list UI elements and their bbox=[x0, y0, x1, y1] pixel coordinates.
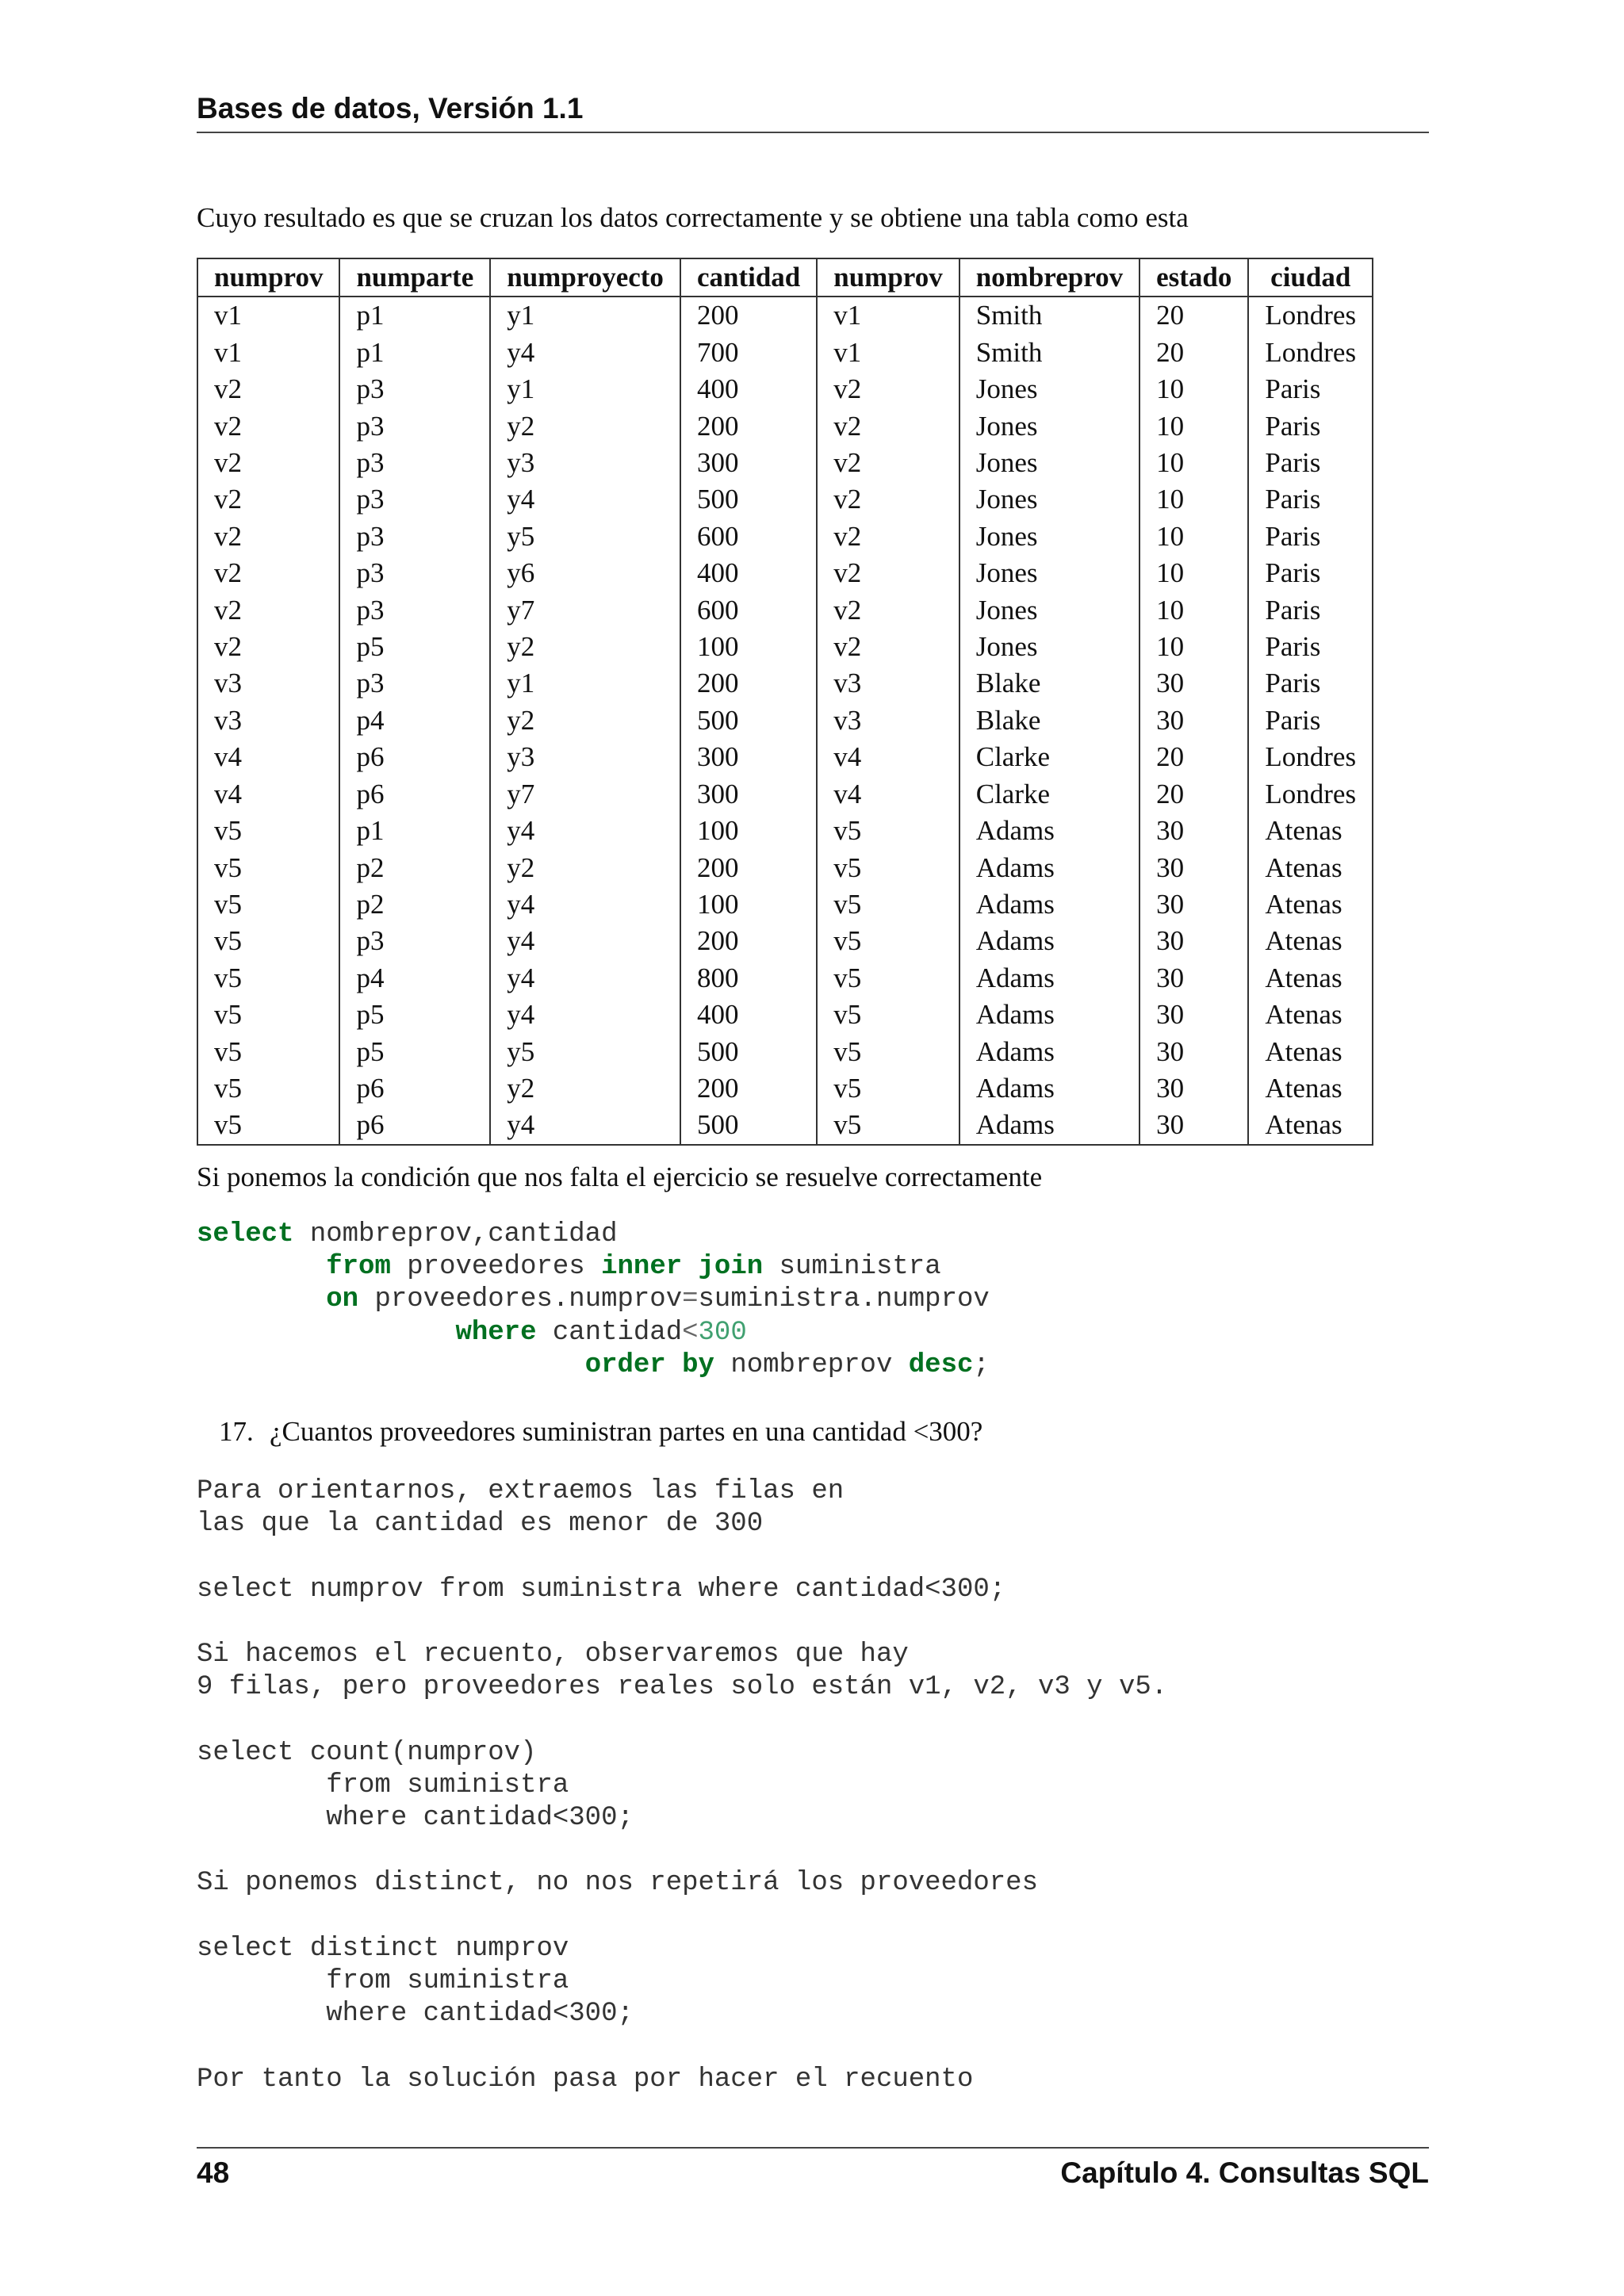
table-cell: 30 bbox=[1139, 702, 1248, 739]
table-cell: v2 bbox=[817, 555, 959, 591]
table-cell: y4 bbox=[490, 813, 680, 849]
table-cell: 800 bbox=[680, 960, 817, 997]
table-cell: Smith bbox=[959, 335, 1139, 371]
table-cell: p3 bbox=[339, 445, 490, 481]
column-header: estado bbox=[1139, 258, 1248, 297]
table-cell: Paris bbox=[1248, 555, 1373, 591]
table-cell: 20 bbox=[1139, 297, 1248, 334]
sql-code-block bbox=[197, 1219, 990, 1382]
table-cell: y4 bbox=[490, 886, 680, 923]
table-cell: 10 bbox=[1139, 592, 1248, 629]
table-cell: v2 bbox=[197, 481, 339, 518]
table-cell: p6 bbox=[339, 1107, 490, 1144]
table-cell: 10 bbox=[1139, 445, 1248, 481]
table-cell: 30 bbox=[1139, 886, 1248, 923]
table-cell: 600 bbox=[680, 592, 817, 629]
table-cell: 10 bbox=[1139, 408, 1248, 445]
table-cell: v5 bbox=[197, 850, 339, 886]
table-cell: 200 bbox=[680, 923, 817, 959]
column-header: numproyecto bbox=[490, 258, 680, 297]
sql-text: proveedores bbox=[390, 1252, 602, 1283]
table-cell: 10 bbox=[1139, 555, 1248, 591]
table-cell: v5 bbox=[197, 1034, 339, 1070]
table-cell: v4 bbox=[817, 776, 959, 813]
table-cell: v3 bbox=[197, 702, 339, 739]
table-cell: Adams bbox=[959, 923, 1139, 959]
table-cell: p4 bbox=[339, 960, 490, 997]
exercise-item-17 bbox=[219, 1416, 982, 1448]
table-cell: Adams bbox=[959, 1107, 1139, 1144]
column-header: nombreprov bbox=[959, 258, 1139, 297]
table-cell: v2 bbox=[817, 481, 959, 518]
table-cell: v5 bbox=[197, 997, 339, 1033]
table-cell: Atenas bbox=[1248, 1034, 1373, 1070]
sql-keyword: on bbox=[326, 1284, 359, 1315]
header-rule bbox=[197, 132, 1429, 133]
table-cell: v1 bbox=[817, 297, 959, 334]
table-cell: p5 bbox=[339, 629, 490, 665]
table-cell: v1 bbox=[197, 297, 339, 334]
table-cell: p2 bbox=[339, 850, 490, 886]
table-cell: Smith bbox=[959, 297, 1139, 334]
table-row bbox=[197, 850, 1373, 886]
table-cell: p4 bbox=[339, 702, 490, 739]
table-cell: y1 bbox=[490, 665, 680, 702]
table-cell: 100 bbox=[680, 629, 817, 665]
table-cell: Londres bbox=[1248, 297, 1373, 334]
table-cell: v2 bbox=[817, 629, 959, 665]
table-row bbox=[197, 519, 1373, 555]
table-cell: 200 bbox=[680, 1070, 817, 1107]
sql-keyword: from bbox=[326, 1252, 391, 1283]
table-cell: p3 bbox=[339, 371, 490, 408]
table-row bbox=[197, 702, 1373, 739]
running-header: Bases de datos, Versión 1.1 bbox=[197, 92, 584, 124]
sql-text: ; bbox=[973, 1349, 990, 1380]
table-cell: v2 bbox=[817, 445, 959, 481]
table-cell: 300 bbox=[680, 776, 817, 813]
table-cell: y7 bbox=[490, 776, 680, 813]
column-header: numparte bbox=[339, 258, 490, 297]
table-row bbox=[197, 665, 1373, 702]
table-cell: 30 bbox=[1139, 923, 1248, 959]
sql-text: cantidad bbox=[536, 1317, 683, 1348]
table-cell: Jones bbox=[959, 629, 1139, 665]
table-cell: y3 bbox=[490, 445, 680, 481]
table-cell: Jones bbox=[959, 555, 1139, 591]
table-cell: Paris bbox=[1248, 408, 1373, 445]
column-header: ciudad bbox=[1248, 258, 1373, 297]
table-cell: v5 bbox=[197, 886, 339, 923]
table-cell: 20 bbox=[1139, 739, 1248, 775]
table-row bbox=[197, 592, 1373, 629]
column-header: cantidad bbox=[680, 258, 817, 297]
table-cell: y5 bbox=[490, 1034, 680, 1070]
table-cell: Atenas bbox=[1248, 1070, 1373, 1107]
table-row bbox=[197, 776, 1373, 813]
table-cell: 500 bbox=[680, 481, 817, 518]
table-cell: Atenas bbox=[1248, 960, 1373, 997]
table-row bbox=[197, 813, 1373, 849]
table-cell: 200 bbox=[680, 297, 817, 334]
sql-keyword: where bbox=[455, 1317, 537, 1348]
table-cell: Paris bbox=[1248, 481, 1373, 518]
table-cell: v5 bbox=[817, 997, 959, 1033]
table-cell: y4 bbox=[490, 481, 680, 518]
table-row bbox=[197, 371, 1373, 408]
table-cell: Adams bbox=[959, 886, 1139, 923]
table-cell: 10 bbox=[1139, 629, 1248, 665]
table-cell: v2 bbox=[197, 592, 339, 629]
table-cell: p3 bbox=[339, 555, 490, 591]
table-cell: y2 bbox=[490, 1070, 680, 1107]
table-cell: v2 bbox=[197, 371, 339, 408]
table-cell: 30 bbox=[1139, 1070, 1248, 1107]
table-cell: Blake bbox=[959, 665, 1139, 702]
table-cell: p1 bbox=[339, 335, 490, 371]
chapter-title: Capítulo 4. Consultas SQL bbox=[1060, 2156, 1429, 2189]
table-cell: Blake bbox=[959, 702, 1139, 739]
table-cell: v1 bbox=[197, 335, 339, 371]
table-cell: v3 bbox=[817, 665, 959, 702]
table-row bbox=[197, 297, 1373, 334]
table-cell: Jones bbox=[959, 371, 1139, 408]
table-cell: y4 bbox=[490, 960, 680, 997]
table-row bbox=[197, 886, 1373, 923]
table-row bbox=[197, 629, 1373, 665]
table-cell: v1 bbox=[817, 335, 959, 371]
table-cell: y5 bbox=[490, 519, 680, 555]
table-row bbox=[197, 923, 1373, 959]
sql-operator: = bbox=[682, 1284, 699, 1315]
table-cell: 700 bbox=[680, 335, 817, 371]
sql-text: proveedores.numprov bbox=[358, 1284, 683, 1315]
table-cell: Clarke bbox=[959, 776, 1139, 813]
column-header: numprov bbox=[817, 258, 959, 297]
table-cell: y4 bbox=[490, 335, 680, 371]
table-cell: v5 bbox=[817, 923, 959, 959]
sql-text: suministra.numprov bbox=[698, 1284, 990, 1315]
table-cell: 200 bbox=[680, 665, 817, 702]
table-cell: 100 bbox=[680, 813, 817, 849]
footer-rule bbox=[197, 2147, 1429, 2149]
table-cell: y2 bbox=[490, 850, 680, 886]
table-cell: v5 bbox=[197, 813, 339, 849]
table-cell: v2 bbox=[197, 408, 339, 445]
sql-keyword: select bbox=[197, 1219, 294, 1249]
table-row bbox=[197, 1070, 1373, 1107]
table-row bbox=[197, 1034, 1373, 1070]
table-cell: v2 bbox=[197, 519, 339, 555]
table-cell: Adams bbox=[959, 960, 1139, 997]
sql-text: suministra bbox=[763, 1252, 941, 1283]
table-cell: 500 bbox=[680, 702, 817, 739]
table-cell: 30 bbox=[1139, 997, 1248, 1033]
table-cell: p3 bbox=[339, 519, 490, 555]
table-cell: y2 bbox=[490, 702, 680, 739]
item-number: 17. bbox=[219, 1416, 254, 1447]
table-cell: Paris bbox=[1248, 371, 1373, 408]
table-cell: Adams bbox=[959, 1034, 1139, 1070]
table-cell: p6 bbox=[339, 1070, 490, 1107]
table-cell: v4 bbox=[197, 739, 339, 775]
table-cell: 30 bbox=[1139, 1107, 1248, 1144]
table-cell: 100 bbox=[680, 886, 817, 923]
table-header-row bbox=[197, 258, 1373, 297]
table-cell: p6 bbox=[339, 739, 490, 775]
table-cell: v2 bbox=[817, 408, 959, 445]
sql-text: nombreprov,cantidad bbox=[293, 1219, 618, 1249]
table-row bbox=[197, 481, 1373, 518]
table-row bbox=[197, 555, 1373, 591]
table-cell: 500 bbox=[680, 1107, 817, 1144]
table-cell: v5 bbox=[817, 886, 959, 923]
table-cell: Atenas bbox=[1248, 923, 1373, 959]
table-cell: Adams bbox=[959, 813, 1139, 849]
table-cell: v2 bbox=[817, 592, 959, 629]
table-cell: Atenas bbox=[1248, 1107, 1373, 1144]
table-cell: 30 bbox=[1139, 1034, 1248, 1070]
table-cell: v3 bbox=[197, 665, 339, 702]
condition-paragraph: Si ponemos la condición que nos falta el ejercicio se resuelve correctamente bbox=[197, 1161, 1043, 1192]
table-cell: Adams bbox=[959, 850, 1139, 886]
sql-keyword: order by bbox=[584, 1349, 714, 1380]
table-cell: p3 bbox=[339, 408, 490, 445]
table-cell: v5 bbox=[197, 923, 339, 959]
table-cell: Clarke bbox=[959, 739, 1139, 775]
table-cell: v4 bbox=[817, 739, 959, 775]
table-cell: Jones bbox=[959, 408, 1139, 445]
table-cell: v5 bbox=[817, 1107, 959, 1144]
table-cell: p3 bbox=[339, 923, 490, 959]
table-cell: y4 bbox=[490, 923, 680, 959]
intro-paragraph: Cuyo resultado es que se cruzan los datos correctamente y se obtiene una tabla como esta bbox=[197, 202, 1189, 233]
table-cell: v2 bbox=[817, 371, 959, 408]
table-cell: 400 bbox=[680, 997, 817, 1033]
table-cell: 30 bbox=[1139, 665, 1248, 702]
table-row bbox=[197, 960, 1373, 997]
item-text: ¿Cuantos proveedores suministran partes en una cantidad <300? bbox=[270, 1416, 983, 1447]
table-cell: Jones bbox=[959, 445, 1139, 481]
table-row bbox=[197, 1107, 1373, 1144]
table-cell: 10 bbox=[1139, 371, 1248, 408]
table-cell: 20 bbox=[1139, 776, 1248, 813]
table-body bbox=[197, 297, 1373, 1144]
table-cell: v2 bbox=[197, 555, 339, 591]
table-cell: p3 bbox=[339, 481, 490, 518]
table-cell: v5 bbox=[197, 1107, 339, 1144]
sql-operator: < bbox=[682, 1317, 699, 1348]
table-cell: y4 bbox=[490, 1107, 680, 1144]
table-cell: 300 bbox=[680, 739, 817, 775]
sql-number: 300 bbox=[698, 1317, 747, 1348]
table-cell: 10 bbox=[1139, 481, 1248, 518]
table-cell: y1 bbox=[490, 297, 680, 334]
table-cell: v5 bbox=[817, 1034, 959, 1070]
table-row bbox=[197, 997, 1373, 1033]
table-cell: Jones bbox=[959, 519, 1139, 555]
table-cell: p6 bbox=[339, 776, 490, 813]
table-cell: 30 bbox=[1139, 960, 1248, 997]
table-cell: Paris bbox=[1248, 519, 1373, 555]
table-cell: p1 bbox=[339, 813, 490, 849]
sql-text: nombreprov bbox=[714, 1349, 909, 1380]
table-cell: p5 bbox=[339, 997, 490, 1033]
table-cell: Jones bbox=[959, 481, 1139, 518]
table-cell: y4 bbox=[490, 997, 680, 1033]
table-cell: p5 bbox=[339, 1034, 490, 1070]
table-cell: p2 bbox=[339, 886, 490, 923]
table-cell: v4 bbox=[197, 776, 339, 813]
table-cell: v2 bbox=[817, 519, 959, 555]
table-cell: Atenas bbox=[1248, 813, 1373, 849]
page-number: 48 bbox=[197, 2156, 230, 2189]
table-cell: p3 bbox=[339, 592, 490, 629]
column-header: numprov bbox=[197, 258, 339, 297]
table-cell: Adams bbox=[959, 997, 1139, 1033]
table-cell: Jones bbox=[959, 592, 1139, 629]
table-cell: 300 bbox=[680, 445, 817, 481]
table-row bbox=[197, 408, 1373, 445]
table-cell: Atenas bbox=[1248, 997, 1373, 1033]
table-row bbox=[197, 739, 1373, 775]
table-cell: 500 bbox=[680, 1034, 817, 1070]
table-cell: Paris bbox=[1248, 702, 1373, 739]
answer-code-block: Para orientarnos, extraemos las filas en las que la cantidad es menor de 300 select numprov from suministra where cantidad<300; Si hacemos el recuento, observaremos que hay 9 filas, pero proveedores reales solo están v1, v2, v3 y v5. select count(numprov) from suministra where cantidad<300; Si ponemos distinct, no nos repetirá los proveedores select distinct numprov from suministra where cantidad<300; Por tanto la solución pasa por hacer el recuento bbox=[197, 1476, 1168, 2095]
table-cell: 20 bbox=[1139, 335, 1248, 371]
table-cell: Paris bbox=[1248, 592, 1373, 629]
table-cell: Atenas bbox=[1248, 850, 1373, 886]
table-cell: y2 bbox=[490, 408, 680, 445]
table-cell: v3 bbox=[817, 702, 959, 739]
table-cell: Londres bbox=[1248, 776, 1373, 813]
table-cell: 400 bbox=[680, 371, 817, 408]
table-cell: 200 bbox=[680, 850, 817, 886]
table-row bbox=[197, 445, 1373, 481]
table-cell: y3 bbox=[490, 739, 680, 775]
table-cell: Paris bbox=[1248, 445, 1373, 481]
table-cell: Londres bbox=[1248, 335, 1373, 371]
table-cell: 400 bbox=[680, 555, 817, 591]
table-cell: y1 bbox=[490, 371, 680, 408]
table-cell: v5 bbox=[817, 960, 959, 997]
table-cell: 30 bbox=[1139, 813, 1248, 849]
table-cell: v5 bbox=[817, 813, 959, 849]
table-cell: v5 bbox=[817, 850, 959, 886]
table-cell: 30 bbox=[1139, 850, 1248, 886]
join-result-table bbox=[197, 258, 1373, 1146]
table-cell: y7 bbox=[490, 592, 680, 629]
table-cell: p1 bbox=[339, 297, 490, 334]
table-cell: 600 bbox=[680, 519, 817, 555]
table-cell: 200 bbox=[680, 408, 817, 445]
table-cell: Adams bbox=[959, 1070, 1139, 1107]
table-row bbox=[197, 335, 1373, 371]
table-cell: y6 bbox=[490, 555, 680, 591]
table-cell: 10 bbox=[1139, 519, 1248, 555]
sql-keyword: inner join bbox=[601, 1252, 764, 1283]
table-cell: Atenas bbox=[1248, 886, 1373, 923]
table-cell: v5 bbox=[817, 1070, 959, 1107]
table-cell: p3 bbox=[339, 665, 490, 702]
table-cell: Paris bbox=[1248, 629, 1373, 665]
table-cell: v2 bbox=[197, 629, 339, 665]
table-cell: y2 bbox=[490, 629, 680, 665]
table-cell: v2 bbox=[197, 445, 339, 481]
sql-keyword: desc bbox=[908, 1349, 974, 1380]
table-cell: Paris bbox=[1248, 665, 1373, 702]
table-cell: v5 bbox=[197, 1070, 339, 1107]
table-cell: Londres bbox=[1248, 739, 1373, 775]
table-cell: v5 bbox=[197, 960, 339, 997]
